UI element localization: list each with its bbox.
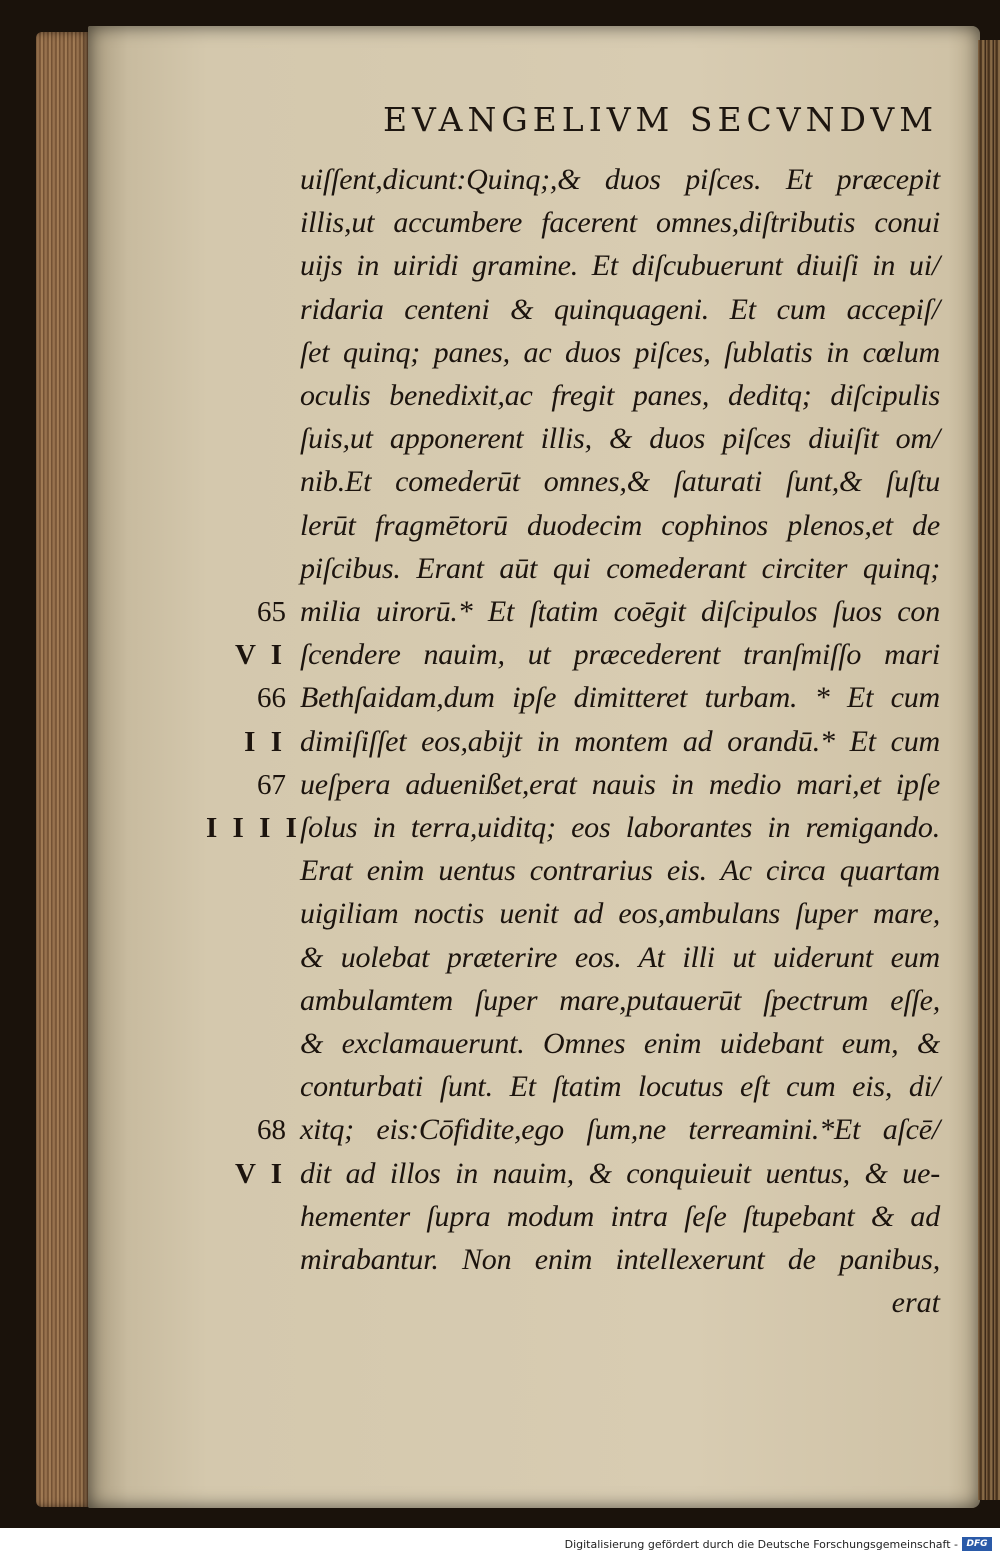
- text-line: uiſſent,dicunt:Quinq;,& duos piſces. Et præcepit: [300, 163, 940, 196]
- text-line: illis,ut accumbere facerent omnes,diſtributis conui: [300, 206, 940, 240]
- running-head: EVANGELIVM SECVNDVM: [382, 100, 938, 139]
- margin-note: 67: [257, 768, 286, 801]
- margin-note: I I I I: [206, 812, 301, 844]
- text-line: ridaria centeni & quinquageni. Et cum accepiſ/: [300, 292, 940, 326]
- text-line: mirabantur. Non enim intellexerunt de panibus,: [300, 1243, 940, 1276]
- text-line: ambulamtem ſuper mare,putauerūt ſpectrum eſſe,: [300, 983, 940, 1017]
- text-line: ſuis,ut apponerent illis, & duos piſces diuiſit om/: [300, 422, 940, 456]
- footer-bar: [0, 1528, 1000, 1559]
- margin-note: 65: [257, 596, 286, 628]
- text-line: conturbati ſunt. Et ſtatim locutus eſt cum eis, di/: [300, 1070, 940, 1104]
- text-line: ſet quinq; panes, ac duos piſces, ſublatis in cœlum: [300, 335, 940, 369]
- text-line: hementer ſupra modum intra ſeſe ſtupebant & ad: [300, 1199, 940, 1233]
- margin-note: V I: [235, 1157, 286, 1190]
- text-line: & uolebat præterire eos. At illi ut uiderunt eum: [300, 940, 940, 974]
- funding-credit: Digitalisierung gefördert durch die Deutsche Forschungsgemeinschaft -: [564, 1538, 958, 1551]
- text-line: xitq; eis:Cōfidite,ego ſum,ne terreamini.*Et aſcē/: [300, 1113, 940, 1147]
- text-line: ueſpera aduenißet,erat nauis in medio mari,et ipſe: [300, 767, 940, 801]
- margin-note: I I: [244, 725, 286, 758]
- text-line: uigiliam noctis uenit ad eos,ambulans ſuper mare,: [300, 897, 940, 931]
- text-line: dit ad illos in nauim, & conquieuit uentus, & ue-: [300, 1156, 940, 1190]
- text-line: nib.Et comederūt omnes,& ſaturati ſunt,& ſuſtu: [300, 465, 940, 499]
- book-page-edges: [36, 32, 90, 1507]
- catchword: erat: [891, 1286, 940, 1320]
- text-line: ſcendere nauim, ut præcederent tranſmiſſo mari: [300, 638, 940, 672]
- text-line: uijs in uiridi gramine. Et diſcubuerunt diuiſi in ui/: [300, 249, 940, 283]
- text-line: Bethſaidam,dum ipſe dimitteret turbam. * Et cum: [300, 681, 940, 715]
- margin-note: 68: [257, 1114, 286, 1147]
- margin-note: V I: [235, 639, 286, 672]
- text-line: ſolus in terra,uiditq; eos laborantes in remigando.: [300, 811, 940, 844]
- text-line: lerūt fragmētorū duodecim cophinos plenos,et de: [300, 508, 940, 542]
- text-line: dimiſiſſet eos,abijt in montem ad orandū.* Et cum: [300, 724, 940, 758]
- book-right-edge: [978, 40, 1000, 1500]
- text-line: & exclamauerunt. Omnes enim uidebant eum, &: [300, 1027, 940, 1060]
- text-line: piſcibus. Erant aūt qui comederant circiter quinq;: [300, 551, 940, 585]
- text-line: oculis benedixit,ac fregit panes, deditq; diſcipulis: [300, 379, 940, 412]
- dfg-logo: DFG: [962, 1537, 992, 1551]
- text-line: Erat enim uentus contrarius eis. Ac circa quartam: [300, 854, 940, 888]
- margin-note: 66: [257, 682, 286, 715]
- text-line: milia uirorū.* Et ſtatim coēgit diſcipulos ſuos con: [300, 595, 940, 628]
